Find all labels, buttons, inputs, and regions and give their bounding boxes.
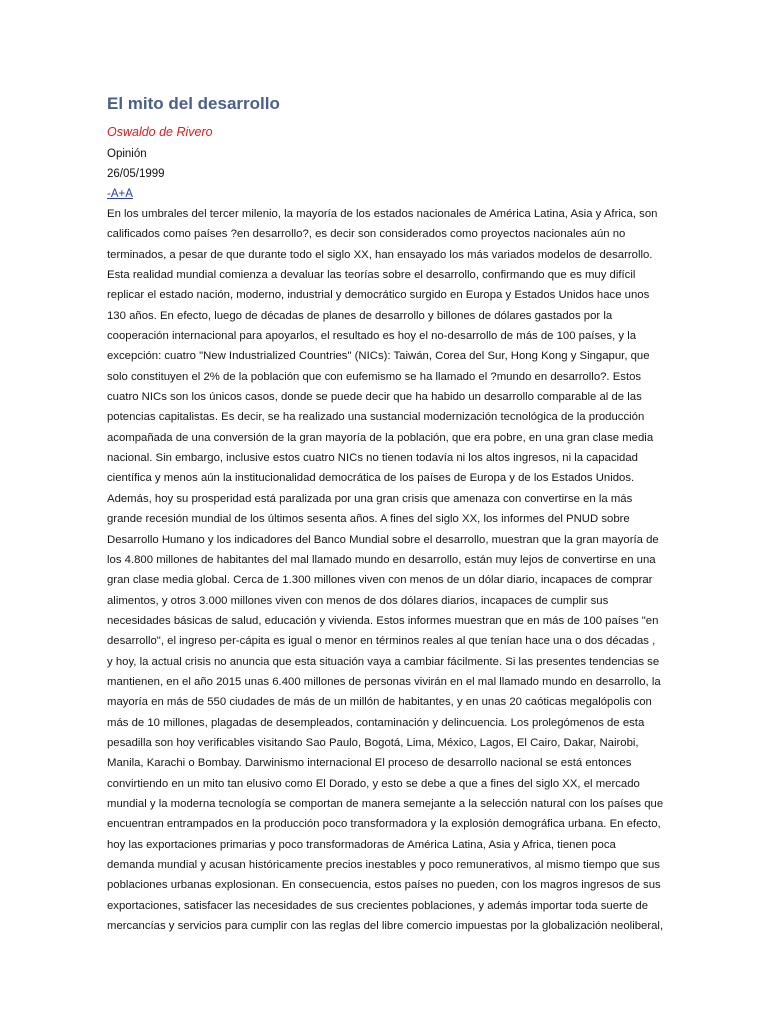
body-text-line: mantienen, en el año 2015 unas 6.400 millones de personas vivirán en el mal llamado mundo en desarrollo, la <box>107 675 661 688</box>
body-text-line: cuatro NICs son los únicos casos, donde se puede decir que ha habido un desarrollo comparable al de las <box>107 391 642 404</box>
article-section: Opinión <box>107 148 147 160</box>
body-text-line: potencias capitalistas. Es decir, se ha realizado una sustancial modernización tecnológica de la producción <box>107 411 645 424</box>
body-text-line: grande recesión mundial de los últimos sesenta años. A fines del siglo XX, los informes del PNUD sobre <box>107 513 630 526</box>
body-text-line: demanda mundial y acusan históricamente precios inestables y poco remunerativos, al mismo tiempo que sus <box>107 859 660 871</box>
article-body <box>107 204 663 936</box>
body-text-line: replicar el estado nación, moderno, industrial y democrático surgido en Europa y Estados Unidos hace unos <box>107 289 650 302</box>
body-text-line: calificados como países ?en desarrollo?, es decir son considerados como proyectos nacionales aún no <box>107 228 626 241</box>
body-text-line: poblaciones urbanas explosionan. En consecuencia, estos países no pueden, con los magros ingresos de sus <box>107 879 661 892</box>
body-text-line: encuentran entrampados en la producción poco transformadora y la explosión demográfica urbana. En efecto, <box>107 818 661 831</box>
body-text-line: Desarrollo Humano y los indicadores del Banco Mundial sobre el desarrollo, muestran que la gran mayoría de <box>107 533 659 546</box>
increase-text-size-link[interactable]: +A <box>118 188 133 200</box>
article-title: El mito del desarrollo <box>107 94 280 113</box>
body-text-line: solo constituyen el 2% de la población que con eufemismo se ha llamado el ?mundo en desarrollo?. Estos <box>107 370 642 383</box>
body-text-line: Además, hoy su prosperidad está paralizada por una gran crisis que amenaza con convertirse en la más <box>107 492 633 505</box>
body-text-line: 130 años. En efecto, luego de décadas de planes de desarrollo y billones de dólares gastados por la <box>107 309 613 322</box>
body-text-line: científica y menos aún la institucionalidad democrática de los países de Europa y de los Estados Unidos. <box>107 472 635 485</box>
body-text-line: más de 10 millones, plagadas de desempleados, contaminación y delincuencia. Los prolegómenos de esta <box>107 716 645 729</box>
body-text-line: convirtiendo en un mito tan elusivo como El Dorado, y esto se debe a que a fines del siglo XX, el mercado <box>107 777 640 790</box>
text-size-controls <box>107 184 663 204</box>
body-text-line: cooperación internacional para apoyarlos, el resultado es hoy el no-desarrollo de más de 100 países, y la <box>107 330 637 343</box>
body-text-line: En los umbrales del tercer milenio, la mayoría de los estados nacionales de América Latina, Asia y Africa, son <box>107 208 658 220</box>
body-text-line: mundial y la moderna tecnología se comportan de manera semejante a la selección natural con los países que <box>107 797 664 810</box>
body-text-line: Manila, Karachi o Bombay. Darwinismo internacional El proceso de desarrollo nacional se está entonces <box>107 757 632 770</box>
body-text-line: Esta realidad mundial comienza a devaluar las teorías sobre el desarrollo, confirmando que es muy difícil <box>107 269 636 282</box>
body-text-line: necesidades básicas de salud, educación y vivienda. Estos informes muestran que en más de 100 países "en <box>107 614 659 627</box>
body-text-line: y hoy, la actual crisis no anuncia que esta situación vaya a cambiar fácilmente. Si las presentes tendencias se <box>107 655 660 668</box>
body-text-line: mercancías y servicios para cumplir con las reglas del libre comercio impuestas por la globalización neoliberal, <box>107 920 664 933</box>
body-text-line: hoy las exportaciones primarias y poco transformadoras de América Latina, Asia y Africa, tienen poca <box>107 838 616 851</box>
body-text-line: mayoría en más de 550 ciudades de más de un millón de habitantes, y en unas 20 caóticas megalópolis con <box>107 696 652 709</box>
body-text-line: alimentos, y otros 3.000 millones viven con menos de dos dólares diarios, incapaces de cumplir sus <box>107 594 609 607</box>
article-date: 26/05/1999 <box>107 168 165 180</box>
body-text-line: gran clase media global. Cerca de 1.300 millones viven con menos de un dólar diario, incapaces de comprar <box>107 574 653 587</box>
article <box>107 91 663 936</box>
body-text-line: desarrollo", el ingreso per-cápita es igual o menor en términos reales al que tenían hace una o dos décadas , <box>107 635 656 648</box>
body-text-line: terminados, a pesar de que durante todo el siglo XX, han ensayado los más variados modelos de desarrollo. <box>107 248 653 261</box>
body-text-line: nacional. Sin embargo, inclusive estos cuatro NICs no tienen todavía ni los altos ingresos, ni la capacidad <box>107 452 638 465</box>
body-text-line: excepción: cuatro "New Industrialized Countries" (NICs): Taiwán, Corea del Sur, Hong Kong y Singapur, que <box>107 350 650 363</box>
body-text-line: los 4.800 millones de habitantes del mal llamado mundo en desarrollo, están muy lejos de convertirse en una <box>107 553 656 566</box>
article-author: Oswaldo de Rivero <box>107 125 213 139</box>
decrease-text-size-link[interactable]: -A <box>107 188 119 200</box>
body-text-line: exportaciones, satisfacer las necesidades de sus crecientes poblaciones, y además importar toda suerte de <box>107 899 649 912</box>
body-text-line: pesadilla son hoy verificables visitando Sao Paulo, Bogotá, Lima, México, Lagos, El Cairo, Dakar, Nairobi, <box>107 736 639 749</box>
body-text-line: acompañada de una conversión de la gran mayoría de la población, que era pobre, en una gran clase media <box>107 431 654 444</box>
